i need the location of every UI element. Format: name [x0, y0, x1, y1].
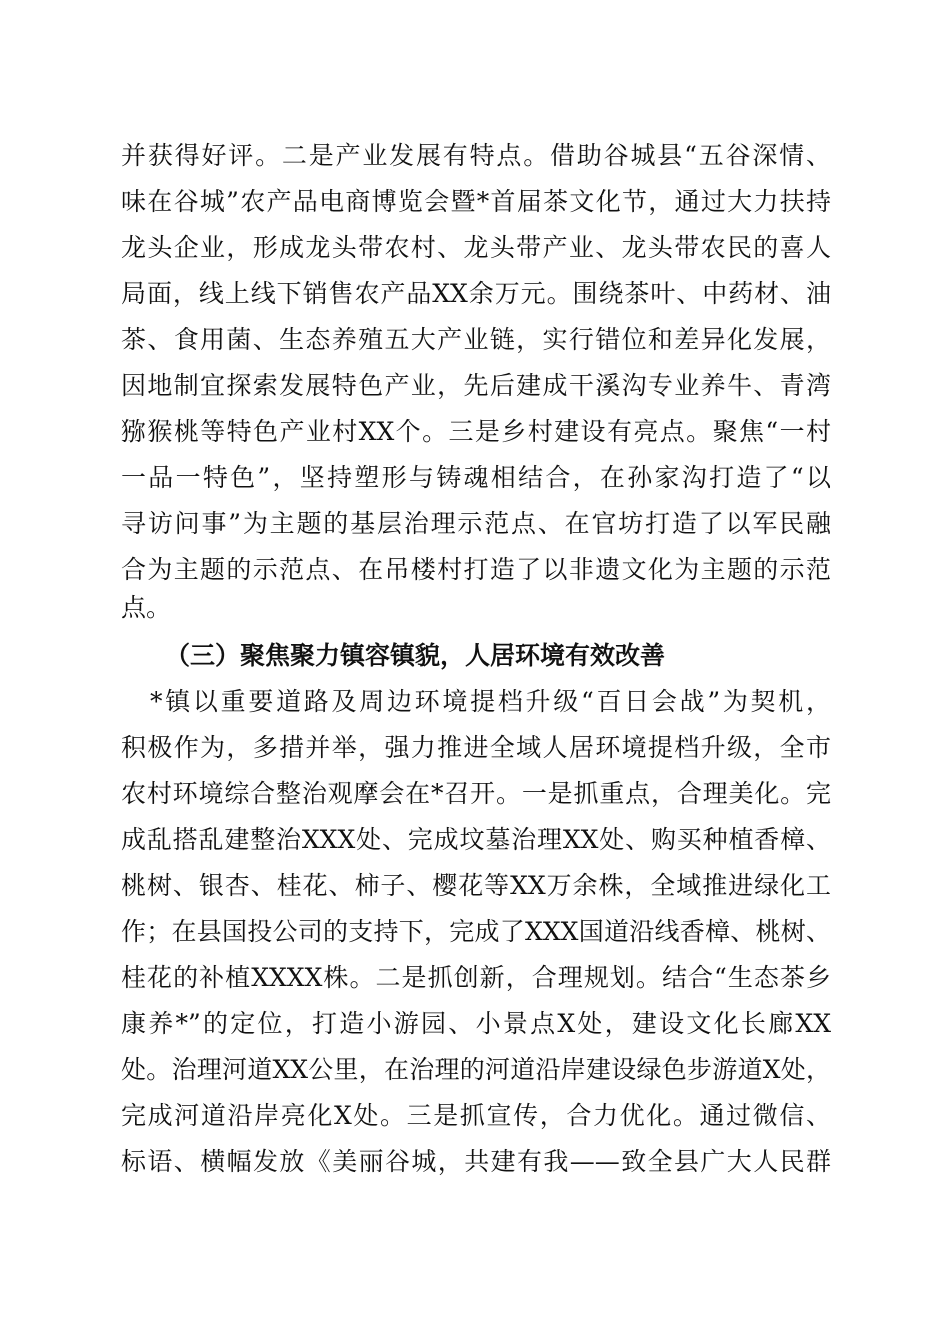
text-line: 农村环境综合整治观摩会在*召开。一是抓重点，合理美化。完 [121, 779, 831, 808]
text-line: 猕猴桃等特色产业村XX个。三是乡村建设有亮点。聚焦“一村 [121, 417, 831, 446]
text-line: 桃树、银杏、桂花、柿子、樱花等XX万余株，全域推进绿化工 [121, 871, 831, 900]
text-line: 桂花的补植XXXX株。二是抓创新，合理规划。结合“生态茶乡 [121, 963, 831, 992]
text-line: 龙头企业，形成龙头带农村、龙头带产业、龙头带农民的喜人 [121, 233, 831, 262]
text-line: 标语、横幅发放《美丽谷城，共建有我——致全县广大人民群 [121, 1147, 831, 1176]
text-line: 成乱搭乱建整治XXX处、完成坟墓治理XX处、购买种植香樟、 [121, 825, 831, 854]
text-line: 康养*”的定位，打造小游园、小景点X处，建设文化长廊XX [121, 1009, 831, 1038]
text-line: 局面，线上线下销售农产品XX余万元。围绕茶叶、中药材、油 [121, 279, 831, 308]
text-line: *镇以重要道路及周边环境提档升级“百日会战”为契机， [150, 687, 831, 716]
text-line: 寻访问事”为主题的基层治理示范点、在官坊打造了以军民融 [121, 509, 831, 538]
text-line: 味在谷城”农产品电商博览会暨*首届茶文化节，通过大力扶持 [121, 187, 831, 216]
text-line: 积极作为，多措并举，强力推进全域人居环境提档升级，全市 [121, 733, 831, 762]
text-line: 合为主题的示范点、在吊楼村打造了以非遗文化为主题的示范 [121, 555, 831, 584]
section-heading: （三）聚焦聚力镇容镇貌，人居环境有效改善 [165, 641, 666, 670]
text-line: 茶、食用菌、生态养殖五大产业链，实行错位和差异化发展， [121, 325, 831, 354]
text-line: 并获得好评。二是产业发展有特点。借助谷城县“五谷深情、 [121, 141, 831, 170]
text-line: 作；在县国投公司的支持下，完成了XXX国道沿线香樟、桃树、 [121, 917, 831, 946]
text-line: 完成河道沿岸亮化X处。三是抓宣传，合力优化。通过微信、 [121, 1101, 831, 1130]
text-line: 点。 [121, 593, 172, 622]
text-line: 一品一特色”，坚持塑形与铸魂相结合，在孙家沟打造了“以 [121, 463, 831, 492]
text-line: 处。治理河道XX公里，在治理的河道沿岸建设绿色步游道X处， [121, 1055, 831, 1084]
text-line: 因地制宜探索发展特色产业，先后建成干溪沟专业养牛、青湾 [121, 371, 831, 400]
